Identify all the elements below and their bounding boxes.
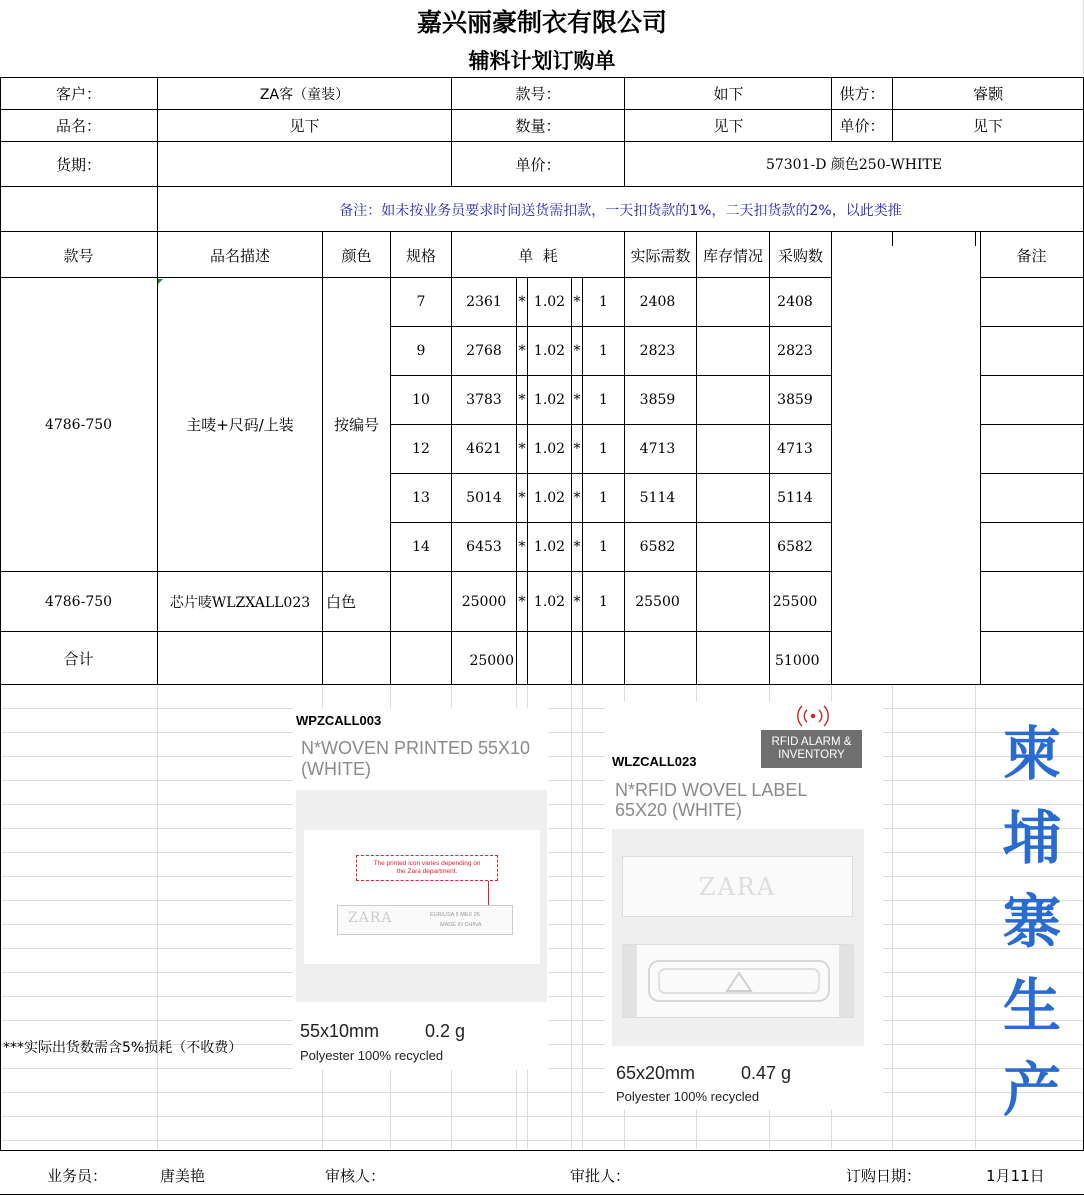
row-actual[interactable]: 3859	[639, 392, 676, 408]
row-op2: *	[573, 294, 581, 310]
card1-callout	[356, 855, 498, 881]
card1-made-in: MADE IN CHINA	[440, 922, 482, 928]
row-op2: *	[573, 441, 581, 457]
order-date-value[interactable]: 1月11日	[986, 1167, 1045, 1185]
row2-op1: *	[518, 593, 526, 610]
card1-material: Polyester 100% recycled	[300, 1048, 444, 1063]
border-v	[831, 231, 832, 684]
rfid-signal-icon	[795, 704, 831, 728]
price2-value[interactable]: 57301-D 颜色250-WHITE	[765, 157, 943, 173]
company-title: 嘉兴丽豪制衣有限公司	[416, 8, 667, 37]
unit-price-label: 单价：	[839, 117, 885, 135]
production-stamp	[992, 712, 1072, 1132]
row-purchase[interactable]: 6582	[777, 539, 813, 555]
row-mult[interactable]: 1	[599, 490, 608, 506]
stamp-char-4: 生	[1002, 972, 1061, 1040]
border-h	[390, 424, 831, 425]
card2-dimensions: 65x20mm	[616, 1063, 696, 1083]
gridline	[157, 685, 158, 1150]
supplier-label: 供方：	[839, 85, 885, 103]
border-h	[390, 522, 831, 523]
header-stock: 库存情况	[702, 246, 763, 265]
customer-label: 客户：	[55, 85, 101, 103]
row2-purchase[interactable]: 25500	[772, 593, 818, 610]
header-actual: 实际需数	[630, 246, 691, 265]
footnote: ***实际出货数需含5%损耗（不收费）	[3, 1040, 243, 1056]
border-h	[980, 522, 1084, 523]
border-v	[571, 277, 572, 684]
total-purchase: 51000	[775, 653, 820, 669]
card1-weight: 0.2 g	[425, 1021, 466, 1041]
row-op2: *	[573, 539, 581, 555]
header-desc: 品名描述	[209, 246, 270, 265]
row2-mult[interactable]: 1	[599, 593, 608, 610]
total-label: 合计	[63, 649, 94, 668]
form-title: 辅料计划订购单	[468, 48, 616, 73]
row-mult[interactable]: 1	[599, 343, 608, 359]
rfid-badge-line1: RFID ALARM &	[771, 736, 852, 748]
row-purchase[interactable]: 4713	[777, 441, 813, 457]
row-factor[interactable]: 1.02	[533, 392, 566, 408]
row-factor[interactable]: 1.02	[533, 294, 566, 310]
group1-desc[interactable]: 主唛+尺码/上装	[186, 416, 294, 434]
row-mult[interactable]: 1	[599, 539, 608, 555]
row-op1: *	[518, 539, 526, 555]
card2-title-line1: N*RFID WOVEL LABEL	[615, 780, 808, 800]
border-v	[892, 77, 893, 141]
border-h	[0, 186, 1084, 187]
border-h	[390, 326, 831, 327]
row-mult[interactable]: 1	[599, 441, 608, 457]
row-op2: *	[573, 343, 581, 359]
salesperson-value[interactable]: 唐美艳	[160, 1167, 206, 1185]
product-value[interactable]: 见下	[289, 117, 320, 135]
card2-weight: 0.47 g	[741, 1063, 792, 1083]
row-qty[interactable]: 4621	[466, 441, 502, 457]
supplier-value[interactable]: 睿颢	[972, 85, 1003, 103]
stamp-char-3: 寨	[1002, 888, 1061, 956]
row-actual[interactable]: 6582	[639, 539, 676, 555]
card1-dimensions: 55x10mm	[300, 1021, 380, 1041]
border-h	[980, 326, 1084, 327]
card1-code: WPZCALL003	[296, 713, 382, 728]
group1-color[interactable]: 按编号	[333, 416, 379, 434]
border-h	[0, 1150, 1084, 1151]
border-v	[157, 77, 158, 231]
border-h	[980, 473, 1084, 474]
rfid-antenna-icon	[647, 959, 831, 1003]
row-op1: *	[518, 392, 526, 408]
row2-desc[interactable]: 芯片唛WLZXALL023	[169, 594, 311, 611]
border-h	[980, 631, 1084, 632]
row-qty[interactable]: 5014	[466, 490, 502, 506]
border-v	[892, 231, 893, 246]
border-v	[582, 277, 583, 684]
row-qty[interactable]: 6453	[466, 539, 502, 555]
border-h	[980, 571, 1084, 572]
card1-title-line2: (WHITE)	[301, 759, 371, 779]
card2-material: Polyester 100% recycled	[616, 1089, 760, 1104]
label-card-woven	[293, 708, 548, 1070]
border-v	[831, 77, 832, 141]
stamp-char-2: 埔	[1002, 804, 1061, 872]
label-card-rfid	[605, 702, 883, 1110]
style-label: 款号：	[515, 85, 561, 103]
note-text: 备注：如未按业务员要求时间送货需扣款，一天扣货款的1%，二天扣货款的2%，以此类推	[339, 202, 902, 219]
cell-comment-marker	[158, 279, 163, 284]
rfid-badge	[761, 730, 862, 768]
card2-image-area	[612, 829, 864, 1046]
row2-style[interactable]: 4786-750	[44, 593, 113, 610]
row-mult[interactable]: 1	[599, 294, 608, 310]
row2-actual[interactable]: 25500	[635, 593, 680, 610]
gridline	[571, 685, 572, 1150]
border-v	[527, 277, 528, 684]
card2-label-front	[622, 856, 853, 917]
row2-factor[interactable]: 1.02	[533, 593, 566, 610]
card2-brand: ZARA	[698, 872, 777, 901]
row-size[interactable]: 9	[416, 343, 426, 359]
salesperson-label: 业务员：	[47, 1167, 108, 1185]
card1-title-line1: N*WOVEN PRINTED 55X10	[301, 738, 531, 758]
border-h	[980, 375, 1084, 376]
border-v	[451, 231, 452, 684]
border-h	[390, 473, 831, 474]
customer-value[interactable]: ZA客（童装）	[259, 86, 350, 103]
row-actual[interactable]: 4713	[639, 441, 676, 457]
header-consumption: 单 耗	[518, 246, 558, 265]
row-size[interactable]: 14	[412, 539, 430, 555]
row-size[interactable]: 7	[416, 294, 426, 310]
card1-image-area	[296, 790, 547, 1002]
row-op1: *	[518, 490, 526, 506]
border-v	[624, 77, 625, 186]
card2-fold-right	[839, 945, 853, 1017]
gridline	[975, 685, 976, 1150]
stamp-char-1: 柬	[1002, 720, 1061, 788]
row-size[interactable]: 13	[412, 490, 430, 506]
border-v	[516, 277, 517, 684]
border-h	[0, 231, 1084, 232]
row2-op2: *	[573, 593, 581, 610]
card2-badge-area	[761, 704, 865, 764]
card1-size-text: EUR/USA 5 MEX 26	[430, 912, 480, 918]
border-h	[0, 631, 831, 632]
row2-color[interactable]: 白色	[326, 593, 357, 611]
order-date-label: 订购日期：	[846, 1167, 922, 1185]
border-h	[980, 424, 1084, 425]
gridline	[0, 1140, 1084, 1141]
delivery-label: 货期：	[55, 155, 101, 174]
header-remark: 备注	[1016, 246, 1047, 265]
border-v	[696, 231, 697, 684]
header-size: 规格	[405, 246, 436, 265]
card1-callout-line2: the Zara department.	[396, 868, 458, 875]
card1-callout-line1: The printed icon varies depending on	[373, 860, 481, 867]
row-mult[interactable]: 1	[599, 392, 608, 408]
row-op1: *	[518, 294, 526, 310]
header-style: 款号	[63, 246, 94, 265]
row-factor[interactable]: 1.02	[533, 490, 566, 506]
border-v	[157, 231, 158, 684]
reviewer-label: 审核人：	[325, 1167, 386, 1185]
row-op2: *	[573, 490, 581, 506]
row2-size[interactable]	[391, 572, 451, 631]
row-qty[interactable]: 2361	[466, 294, 502, 310]
price2-label: 单价：	[515, 155, 561, 174]
gridline	[0, 1116, 1084, 1117]
row2-qty[interactable]: 25000	[461, 593, 507, 610]
row-purchase[interactable]: 2408	[777, 294, 813, 310]
border-h	[0, 141, 1084, 142]
border-v	[975, 231, 976, 246]
approver-label: 审批人：	[570, 1167, 631, 1185]
border-h	[0, 277, 831, 278]
row-actual[interactable]: 5114	[639, 490, 676, 506]
qty-value[interactable]: 见下	[713, 117, 744, 135]
card1-label-photo	[304, 830, 540, 964]
row-op1: *	[518, 343, 526, 359]
row-purchase[interactable]: 3859	[777, 392, 813, 408]
header-color: 颜色	[341, 246, 372, 265]
border-v	[322, 231, 323, 684]
row-purchase[interactable]: 5114	[777, 490, 813, 506]
border-v	[390, 231, 391, 684]
product-label: 品名：	[55, 117, 101, 135]
row-size[interactable]: 12	[412, 441, 430, 457]
border-h	[0, 571, 831, 572]
row-actual[interactable]: 2408	[639, 294, 676, 310]
card1-woven-label	[337, 905, 513, 935]
row-factor[interactable]: 1.02	[533, 441, 566, 457]
row-factor[interactable]: 1.02	[533, 343, 566, 359]
border-v	[451, 77, 452, 186]
border-v	[0, 77, 1, 1150]
border-h	[0, 684, 1084, 685]
style-value[interactable]: 如下	[713, 85, 744, 103]
row-actual[interactable]: 2823	[639, 343, 676, 359]
rfid-badge-line2: INVENTORY	[778, 749, 845, 761]
row-purchase[interactable]: 2823	[777, 343, 813, 359]
stamp-char-5: 产	[1002, 1056, 1061, 1124]
card2-title-line2: 65X20 (WHITE)	[615, 800, 743, 820]
gridline	[892, 685, 893, 1150]
gridline	[0, 1092, 1084, 1093]
card1-brand: ZARA	[348, 910, 393, 926]
row-size[interactable]: 10	[412, 392, 430, 408]
card2-code: WLZCALL023	[612, 754, 697, 769]
border-h	[390, 375, 831, 376]
border-h	[0, 77, 1084, 78]
header-purchase: 采购数	[777, 246, 823, 265]
border-h	[0, 109, 1084, 110]
border-v	[980, 231, 981, 684]
row-qty[interactable]: 2768	[466, 343, 502, 359]
group1-style[interactable]: 4786-750	[44, 416, 113, 433]
qty-label: 数量：	[515, 117, 561, 135]
card1-callout-pointer	[488, 881, 489, 905]
row-factor[interactable]: 1.02	[533, 539, 566, 555]
gridline	[582, 685, 583, 1150]
delivery-value[interactable]	[158, 142, 451, 186]
card2-fold-left	[623, 945, 637, 1017]
border-v	[769, 231, 770, 684]
border-v	[624, 231, 625, 684]
row-op1: *	[518, 441, 526, 457]
unit-price-value[interactable]: 见下	[972, 117, 1003, 135]
row-qty[interactable]: 3783	[466, 392, 502, 408]
card2-label-back	[622, 944, 854, 1018]
border-h	[980, 277, 1084, 278]
total-qty: 25000	[469, 653, 514, 669]
row-op2: *	[573, 392, 581, 408]
